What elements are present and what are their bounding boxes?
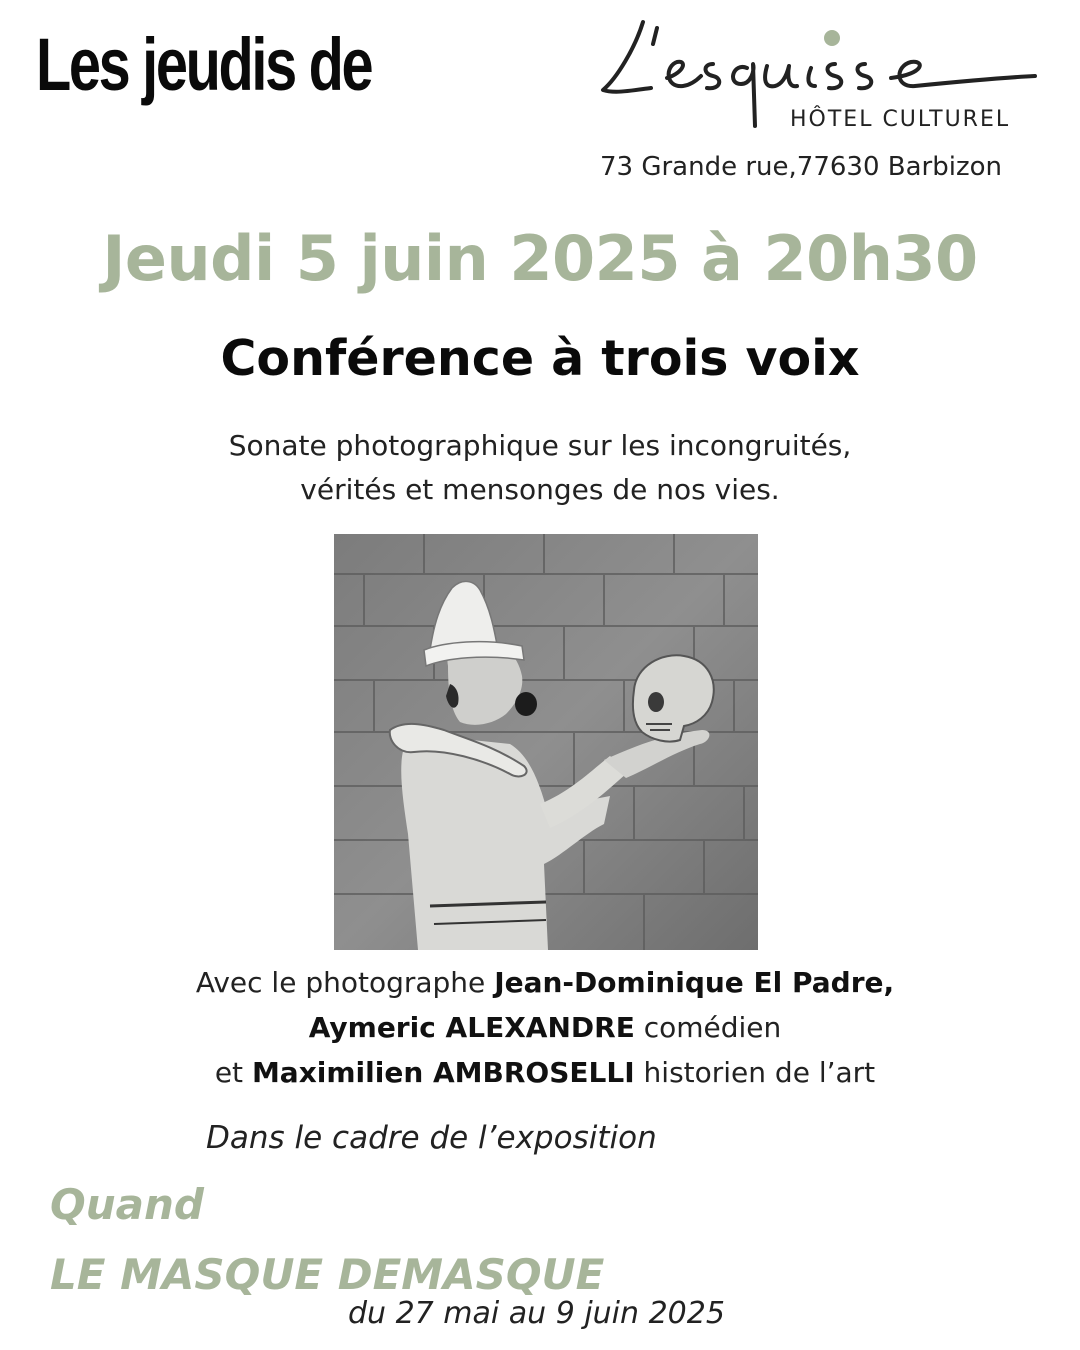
clown-skull-photo (334, 534, 758, 950)
series-title: Les jeudis de (36, 23, 372, 106)
photographer-name: Jean-Dominique El Padre, (494, 966, 895, 999)
historian-role: historien de l’art (634, 1056, 876, 1089)
actor-role: comédien (634, 1011, 782, 1044)
credits-conjunction: et (214, 1056, 252, 1089)
credits-line-2 (0, 1005, 1080, 1050)
speakers-credits (0, 960, 1080, 1095)
exhibition-dates: du 27 mai au 9 juin 2025 (348, 1296, 725, 1331)
historian-name: Maximilien AMBROSELLI (251, 1056, 635, 1089)
credits-line-1 (0, 960, 1080, 1005)
credits-prefix: Avec le photographe (195, 966, 495, 999)
logo-subtitle: HÔTEL CULTUREL (790, 107, 1011, 132)
event-description-line: Sonate photographique sur les incongruités, (228, 429, 852, 462)
credits-line-3 (0, 1050, 1080, 1095)
actor-name: Aymeric ALEXANDRE (308, 1011, 635, 1044)
photo-illustration (334, 534, 758, 950)
event-title: Conférence à trois voix (220, 330, 860, 387)
event-description-line: vérités et mensonges de nos vies. (300, 473, 780, 506)
exhibition-title-line-1: Quand (50, 1180, 204, 1229)
event-date: Jeudi 5 juin 2025 à 20h30 (102, 222, 978, 295)
exhibition-title-line-2: LE MASQUE DEMASQUE (50, 1250, 605, 1299)
exhibition-title (50, 1170, 604, 1310)
exhibition-intro: Dans le cadre de l’exposition (206, 1120, 657, 1156)
event-description (0, 424, 1080, 512)
venue-address: 73 Grande rue,77630 Barbizon (600, 152, 1002, 182)
